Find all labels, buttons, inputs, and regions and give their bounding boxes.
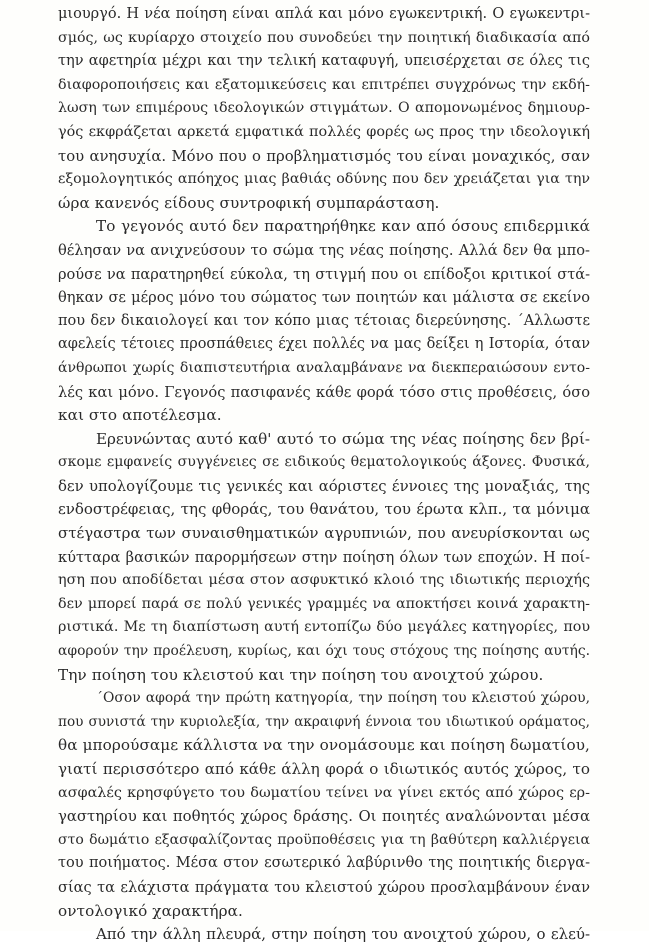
text-line: ηση που αποδίδεται μέσα στον ασφυκτικό κλοιό της ιδιωτικής περιοχής: [58, 572, 590, 589]
text-line: αφορούν την προέλευση, κυρίως, και όχι τους στόχους της ποίησης αυτής.: [58, 643, 590, 660]
text-line: σκομε εμφανείς συγγένειες σε ειδικούς θεματολογικούς άξονες. Φυσικά,: [58, 454, 590, 471]
text-line: δεν μπορεί παρά σε πολύ γενικές γραμμές να αποκτήσει κοινά χαρακτη-: [58, 595, 590, 612]
paragraph-first-line: Ερευνώντας αυτό καθ' αυτό το σώμα της νέας ποίησης δεν βρί-: [96, 429, 590, 448]
text-line: θα μπορούσαμε κάλλιστα να την ονομάσουμε και ποίηση δωματίου,: [58, 736, 590, 755]
text-line: θηκαν σε μέρος μόνο του σώματος των ποιητών και μάλιστα σε εκείνο: [58, 289, 590, 307]
text-line: ώρα κανενός είδους συντροφική συμπαράσταση.: [58, 193, 440, 212]
text-line: εξομολογητικός απόηχος μιας βαθιάς οδύνης που δεν χρειάζεται για την: [58, 171, 590, 188]
text-line: γιατί περισσότερο από κάθε άλλη φορά ο ιδιωτικός αυτός χώρος, το: [58, 760, 590, 778]
text-line: που συνιστά την κυριολεξία, την ακραιφνή έννοια του ιδιωτικού οράματος,: [58, 713, 590, 730]
text-line: του ποιήματος. Μέσα στον εσωτερικό λαβύρινθο της ποιητικής διεργα-: [58, 855, 590, 872]
text-line: ριστικά. Με τη διαπίστωση αυτή εντοπίζω δύο μεγάλες κατηγορίες, που: [58, 619, 590, 636]
text-line: άνθρωποι χωρίς διαπιστευτήρια αναλαμβάνανε να διεκπεραιώσουν εντο-: [58, 359, 590, 376]
text-line: στο δωμάτιο εξασφαλίζοντας προϋποθέσεις για τη βαθύτερη καλλιέργεια: [58, 831, 590, 848]
text-line: ενδοστρέφειας, της φθοράς, του θανάτου, του έρωτα κλπ., τα μόνιμα: [58, 500, 590, 519]
text-line: κύτταρα βασικών παρορμήσεων στην ποίηση όλων των εποχών. Η ποί-: [58, 548, 590, 566]
text-line: διαφοροποιήσεις και εξατομικεύσεις και επιτρέπει συγχρόνως την εκδή-: [58, 76, 590, 93]
text-line: Την ποίηση του κλειστού και την ποίηση του ανοιχτού χώρου.: [58, 665, 544, 684]
text-line: γός εκφράζεται αρκετά εμφατικά πολλές φορές ως προς την ιδεολογική: [58, 123, 590, 140]
text-line: στέγαστρα των συναισθηματικών αγρυπνιών, που ανευρίσκονται ως: [58, 524, 590, 543]
paragraph-first-line: Από την άλλη πλευρά, στην ποίηση του ανοιχτού χώρου, ο ελεύ-: [96, 925, 590, 944]
text-line: δεν υπολογίζουμε τις γενικές και αόριστες έννοιες της μοναξιάς, της: [58, 477, 590, 495]
text-line: λές και μόνο. Γεγονός πασιφανές κάθε φορά τόσο στις προθέσεις, όσο: [58, 383, 590, 401]
text-line: λωση των επιμέρους ιδεολογικών στιγμάτων. Ο απομονωμένος δημιουρ-: [58, 100, 590, 117]
text-line: σμός, ως κυρίαρχο στοιχείο που συνοδεύει την ποιητική διαδικασία από: [58, 29, 590, 46]
text-line: ασφαλές κρησφύγετο του δωματίου τείνει να γίνει εκτός από χώρος ερ-: [58, 784, 590, 801]
text-line: που δεν δικαιολογεί και τον κόπο μιας τέτοιας διερεύνησης. ΄Αλλωστε: [58, 312, 590, 329]
body-text: [58, 3, 590, 947]
paragraph-first-line: ΄Οσον αφορά την πρώτη κατηγορία, την ποίηση του κλειστού χώρου,: [96, 690, 590, 707]
text-line: μιουργό. Η νέα ποίηση είναι απλά και μόνο εγωκεντρική. Ο εγωκεντρι-: [58, 6, 590, 22]
text-line: γαστηρίου και ποθητός χώρος δράσης. Οι ποιητές αναλώνονται μέσα: [58, 807, 590, 826]
paragraph-first-line: Το γεγονός αυτό δεν παρατηρήθηκε καν από όσους επιδερμικά: [96, 217, 590, 236]
text-line: την αφετηρία μέχρι και την τελική καταφυγή, υπεισέρχεται σε όλες τις: [58, 53, 590, 70]
text-line: θέλησαν να ανιχνεύσουν το σώμα της νέας ποίησης. Αλλά δεν θα μπο-: [58, 241, 590, 259]
text-line: οντολογικό χαρακτήρα.: [58, 901, 243, 920]
text-line: και στο αποτέλεσμα.: [58, 406, 222, 425]
text-line: σίας τα ελάχιστα πράγματα του κλειστού χώρου προσλαμβάνουν έναν: [58, 878, 590, 896]
text-line: αφελείς τέτοιες προσπάθειες έχει πολλές να μας δείξει η Ιστορία, όταν: [58, 336, 590, 353]
text-line: ρούσε να παρατηρηθεί εύκολα, τη στιγμή που οι επίδοξοι κριτικοί στά-: [58, 265, 590, 283]
text-line: του ανησυχία. Μόνο που ο προβληματισμός του είναι μοναχικός, σαν: [58, 147, 590, 165]
